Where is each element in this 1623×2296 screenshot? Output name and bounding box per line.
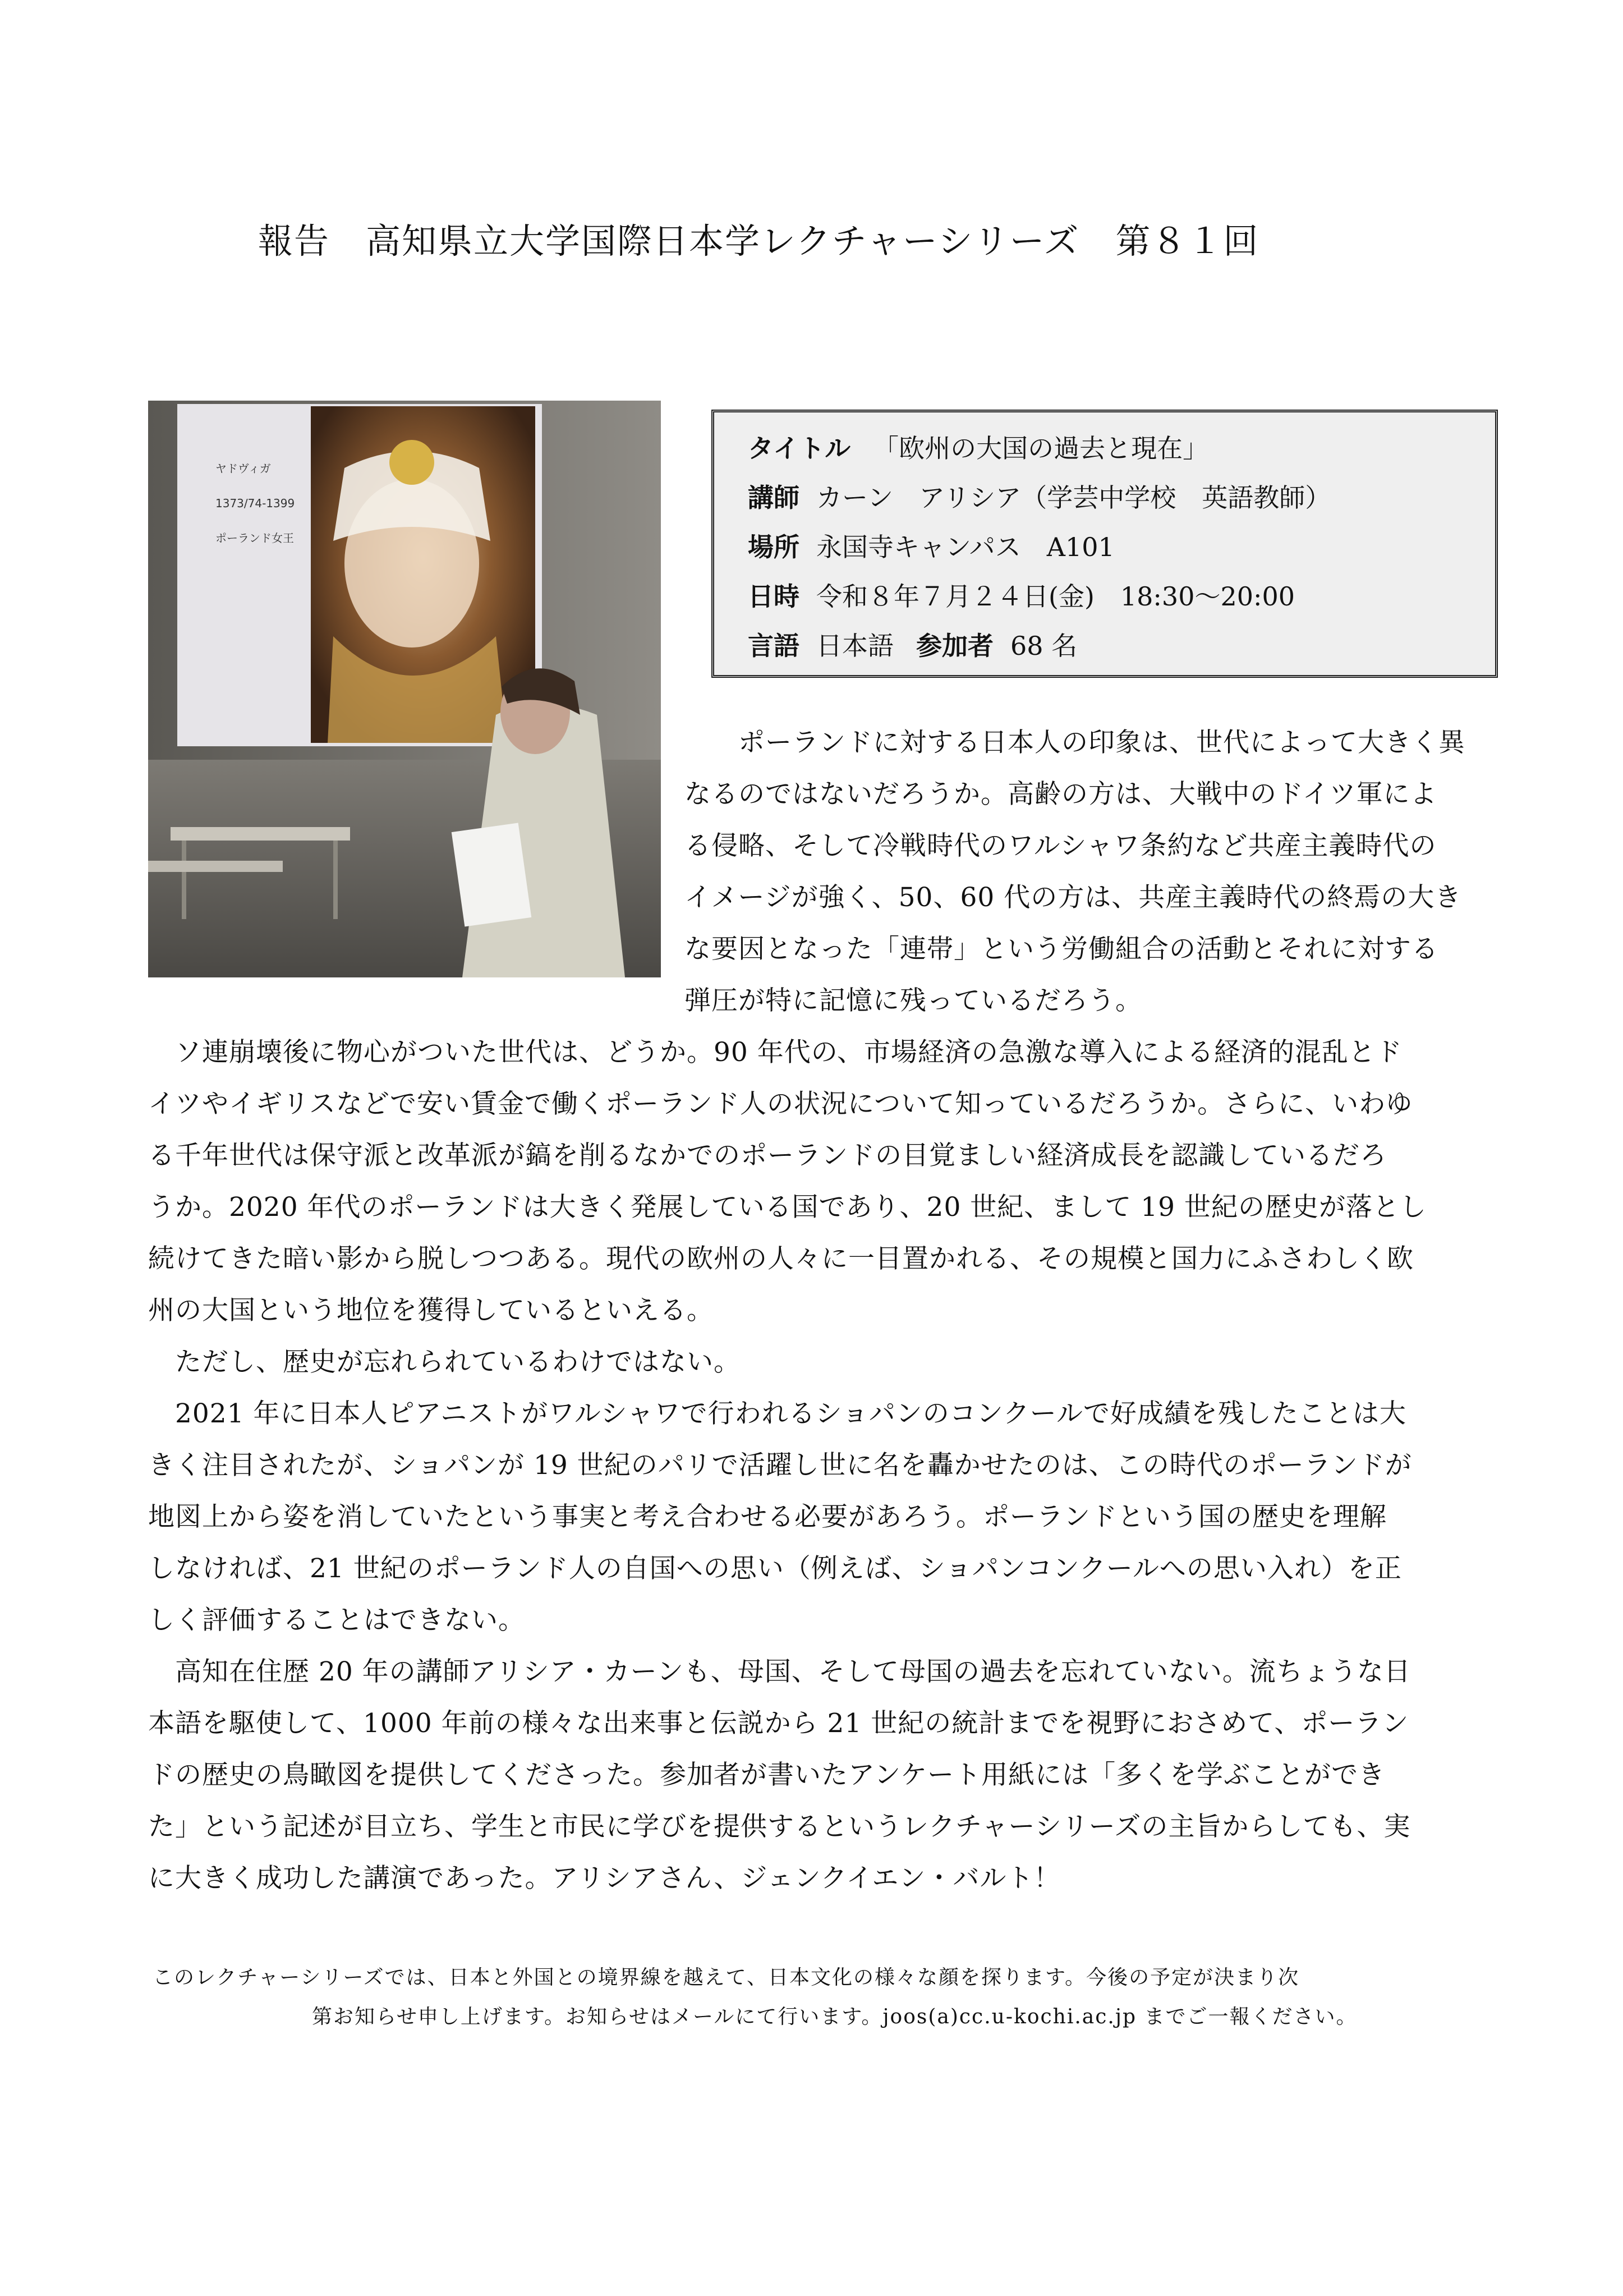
lecturer-label: 講師 xyxy=(748,483,799,513)
body-line-12: 州の大国という地位を獲得しているといえる。 xyxy=(148,1295,714,1326)
body-line-19: 高知在住歴 20 年の講師アリシア・カーンも、母国、そして母国の過去を忘れていない。流ちょうな日 xyxy=(175,1656,1411,1687)
date-label: 日時 xyxy=(748,581,799,612)
body-line-2: なるのではないだろうか。高齢の方は、大戦中のドイツ軍によ xyxy=(684,779,1437,810)
language-value: 日本語 xyxy=(816,631,894,661)
body-line-7: ソ連崩壊後に物心がついた世代は、どうか。90 年代の、市場経済の急激な導入による経済的混乱とド xyxy=(175,1037,1403,1068)
footer-note-line-2: 第お知らせ申し上げます。お知らせはメールにて行います。joos(a)cc.u-kochi.ac.jp までご一報ください。 xyxy=(312,2005,1358,2028)
participants-label: 参加者 xyxy=(916,631,994,661)
page-title: 報告 高知県立大学国際日本学レクチャーシリーズ 第８１回 xyxy=(258,221,1259,261)
body-line-18: しく評価することはできない。 xyxy=(148,1605,525,1636)
body-line-21: ドの歴史の鳥瞰図を提供してくださった。参加者が書いたアンケート用紙には「多くを学ぶことができ xyxy=(148,1760,1386,1790)
body-line-13: ただし、歴史が忘れられているわけではない。 xyxy=(175,1347,741,1377)
footer-note-line-1: このレクチャーシリーズでは、日本と外国との境界線を越えて、日本文化の様々な顔を探ります。今後の予定が決まり次 xyxy=(153,1966,1300,1989)
body-line-16: 地図上から姿を消していたという事実と考え合わせる必要があろう。ポーランドという国の歴史を理解 xyxy=(148,1501,1387,1532)
title-value: 「欧州の大国の過去と現在」 xyxy=(873,433,1209,463)
body-line-9: る千年世代は保守派と改革派が鎬を削るなかでのポーランドの目覚ましい経済成長を認識しているだろ xyxy=(148,1140,1387,1171)
slide-caption-years: 1373/74-1399 xyxy=(215,497,295,510)
info-row-title xyxy=(748,424,1473,473)
place-value: 永国寺キャンパス A101 xyxy=(816,532,1115,562)
body-line-22: た」という記述が目立ち、学生と市民に学びを提供するというレクチャーシリーズの主旨からしても、実 xyxy=(148,1811,1411,1842)
info-row-date xyxy=(748,572,1473,621)
info-row-lecturer xyxy=(748,473,1473,522)
lecture-photo xyxy=(148,401,661,977)
body-line-6: 弾圧が特に記憶に残っているだろう。 xyxy=(684,985,1142,1016)
lecture-info-box xyxy=(711,410,1498,678)
body-line-10: うか。2020 年代のポーランドは大きく発展している国であり、20 世紀、まして 19 世紀の歴史が落とし xyxy=(148,1192,1427,1223)
participants-value: 68 名 xyxy=(1010,631,1078,661)
title-label: タイトル xyxy=(748,433,851,463)
slide-caption-role: ポーランド女王 xyxy=(215,531,294,545)
lecturer-value: カーン アリシア（学芸中学校 英語教師） xyxy=(816,483,1331,513)
body-line-1: ポーランドに対する日本人の印象は、世代によって大きく異 xyxy=(738,727,1465,758)
slide-caption-name: ヤドヴィガ xyxy=(215,462,271,475)
place-label: 場所 xyxy=(748,532,799,562)
body-line-5: な要因となった「連帯」という労働組合の活動とそれに対する xyxy=(684,934,1438,965)
body-line-20: 本語を駆使して、1000 年前の様々な出来事と伝説から 21 世紀の統計までを視野におさめて、ポーラン xyxy=(148,1708,1409,1739)
body-line-3: る侵略、そして冷戦時代のワルシャワ条約など共産主義時代の xyxy=(684,830,1437,861)
date-value: 令和８年７月２４日(金) 18:30～20:00 xyxy=(816,581,1295,612)
slide-caption xyxy=(215,451,295,555)
body-line-14: 2021 年に日本人ピアニストがワルシャワで行われるショパンのコンクールで好成績を残したことは大 xyxy=(175,1398,1406,1429)
info-row-place xyxy=(748,522,1473,572)
body-line-8: イツやイギリスなどで安い賃金で働くポーランド人の状況について知っているだろうか。さらに、いわゆ xyxy=(148,1089,1413,1119)
body-line-17: しなければ、21 世紀のポーランド人の自国への思い（例えば、ショパンコンクールへの思い入れ）を正 xyxy=(148,1553,1402,1584)
body-line-15: きく注目されたが、ショパンが 19 世紀のパリで活躍し世に名を轟かせたのは、この時代のポーランドが xyxy=(148,1450,1412,1481)
body-line-23: に大きく成功した講演であった。アリシアさん、ジェンクイエン・バルト！ xyxy=(148,1863,1061,1894)
info-row-language xyxy=(748,621,1473,671)
body-line-4: イメージが強く、50、60 代の方は、共産主義時代の終焉の大き xyxy=(684,882,1462,913)
language-label: 言語 xyxy=(748,631,799,661)
body-line-11: 続けてきた暗い影から脱しつつある。現代の欧州の人々に一目置かれる、その規模と国力にふさわしく欧 xyxy=(148,1243,1414,1274)
